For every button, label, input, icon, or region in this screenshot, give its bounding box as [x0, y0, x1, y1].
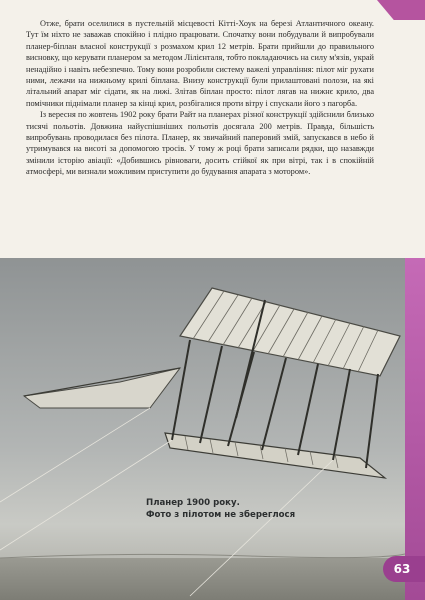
photo-caption: [146, 498, 346, 521]
side-color-band: [405, 258, 425, 600]
page-number-badge: [383, 556, 425, 582]
paragraph-2: Із вересня по жовтень 1902 року брати Райт на планерах різної конструкції здійснили близько тисячі польотів. Довжина найуспішніших польотів досягала 200 метрів. Правда, більшість випробувань проводилася без пілота. Планер, як звичайний паперовий змій, запускався в небо й утримувався на висоті за допомогою тросів. У тому ж році брати записали рядки, що назавжди змінили історію авіації: «Добившись рівноваги, досить стійкої як при вітрі, так і в спокійній атмосфері, ми визнали можливим приступити до будування апарата з мотором».: [26, 110, 374, 177]
paragraph-1: Отже, брати оселилися в пустельній місцевості Кітті-Хоук на березі Атлантичного океану. Тут їм ніхто не заважав спокійно і плідно працювати. Спочатку вони побудували й випробували планер-біплан власної конструкції з розмахом крил 12 метрів. Брати прийшли до правильного висновку, що керувати планером за методом Лілієнталя, тобто покладаючись на силу м'язів, украй ненадійно і навіть небезпечно. Тому вони розробили систему важелі управління: пілот міг рухати ними, лежачи на нижньому крилі біплана. Внизу конструкції були прилаштовані полози, на які літальний апарат міг сідати, як на лижі. Злітав біплан просто: пілот лягав на нижнє крило, два помічники піднімали планер за кінці крил, розбігалися проти вітру і спускали його з пагорба.: [26, 19, 374, 108]
corner-color-tab: [377, 0, 425, 20]
page-number: 63: [393, 562, 411, 576]
caption-line-1: Планер 1900 року.: [146, 498, 240, 508]
caption-line-2: Фото з пілотом не збереглося: [146, 509, 296, 520]
glider-illustration: [0, 258, 405, 600]
glider-photo: [0, 258, 405, 600]
article-text: [26, 18, 374, 178]
